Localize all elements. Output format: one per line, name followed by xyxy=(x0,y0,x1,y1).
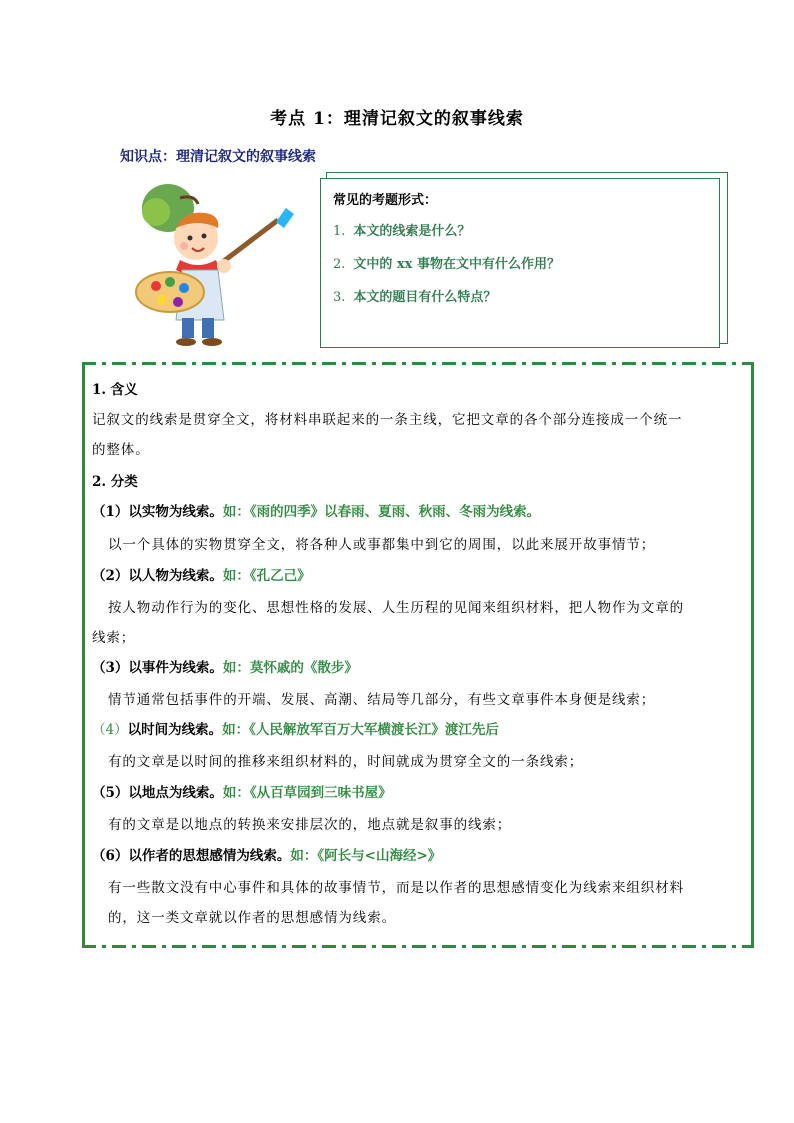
category-6: （6）以作者的思想感情为线索。如：《阿长与<山海经>》 xyxy=(92,848,442,864)
question-box xyxy=(320,178,720,348)
page-title: 考点 1：理清记叙文的叙事线索 xyxy=(270,109,524,129)
category-3: （3）以事件为线索。如：莫怀戚的《散步》 xyxy=(92,660,358,676)
question-item: 3. 本文的题目有什么特点？ xyxy=(333,290,497,305)
category-5-desc: 有的文章是以地点的转换来安排层次的，地点就是叙事的线索； xyxy=(108,817,512,833)
question-item: 2. 文中的 xx 事物在文中有什么作用？ xyxy=(333,257,560,272)
category-2-desc-1: 按人物动作行为的变化、思想性格的发展、人生历程的见闻来组织材料，把人物作为文章的 xyxy=(108,600,684,616)
definition-line-1: 记叙文的线索是贯穿全文，将材料串联起来的一条主线，它把文章的各个部分连接成一个统一 xyxy=(92,412,683,428)
knowledge-point-heading: 知识点：理清记叙文的叙事线索 xyxy=(120,149,316,165)
category-4-desc: 有的文章是以时间的推移来组织材料的，时间就成为贯穿全文的一条线索； xyxy=(108,754,584,770)
category-3-desc: 情节通常包括事件的开端、发展、高潮、结局等几部分，有些文章事件本身便是线索； xyxy=(108,692,656,708)
category-6-desc-2: 的，这一类文章就以作者的思想感情为线索。 xyxy=(108,910,396,926)
painter-kid-illustration xyxy=(128,180,308,350)
category-4: （4）以时间为线索。如：《人民解放军百万大军横渡长江》渡江先后 xyxy=(92,722,499,738)
question-item: 1. 本文的线索是什么？ xyxy=(333,224,471,239)
category-6-desc-1: 有一些散文没有中心事件和具体的故事情节，而是以作者的思想感情变化为线索来组织材料 xyxy=(108,880,684,896)
category-1: （1）以实物为线索。如：《雨的四季》以春雨、夏雨、秋雨、冬雨为线索。 xyxy=(92,504,541,520)
category-2-desc-2: 线索； xyxy=(92,630,136,646)
definition-line-2: 的整体。 xyxy=(92,442,150,458)
question-box-heading: 常见的考题形式： xyxy=(333,193,438,208)
section-heading-category: 2. 分类 xyxy=(92,474,138,490)
category-5: （5）以地点为线索。如：《从百草园到三味书屋》 xyxy=(92,785,392,801)
category-2: （2）以人物为线索。如：《孔乙己》 xyxy=(92,568,311,584)
category-1-desc: 以一个具体的实物贯穿全文，将各种人或事都集中到它的周围，以此来展开故事情节； xyxy=(108,537,656,553)
section-heading-meaning: 1. 含义 xyxy=(92,382,138,398)
